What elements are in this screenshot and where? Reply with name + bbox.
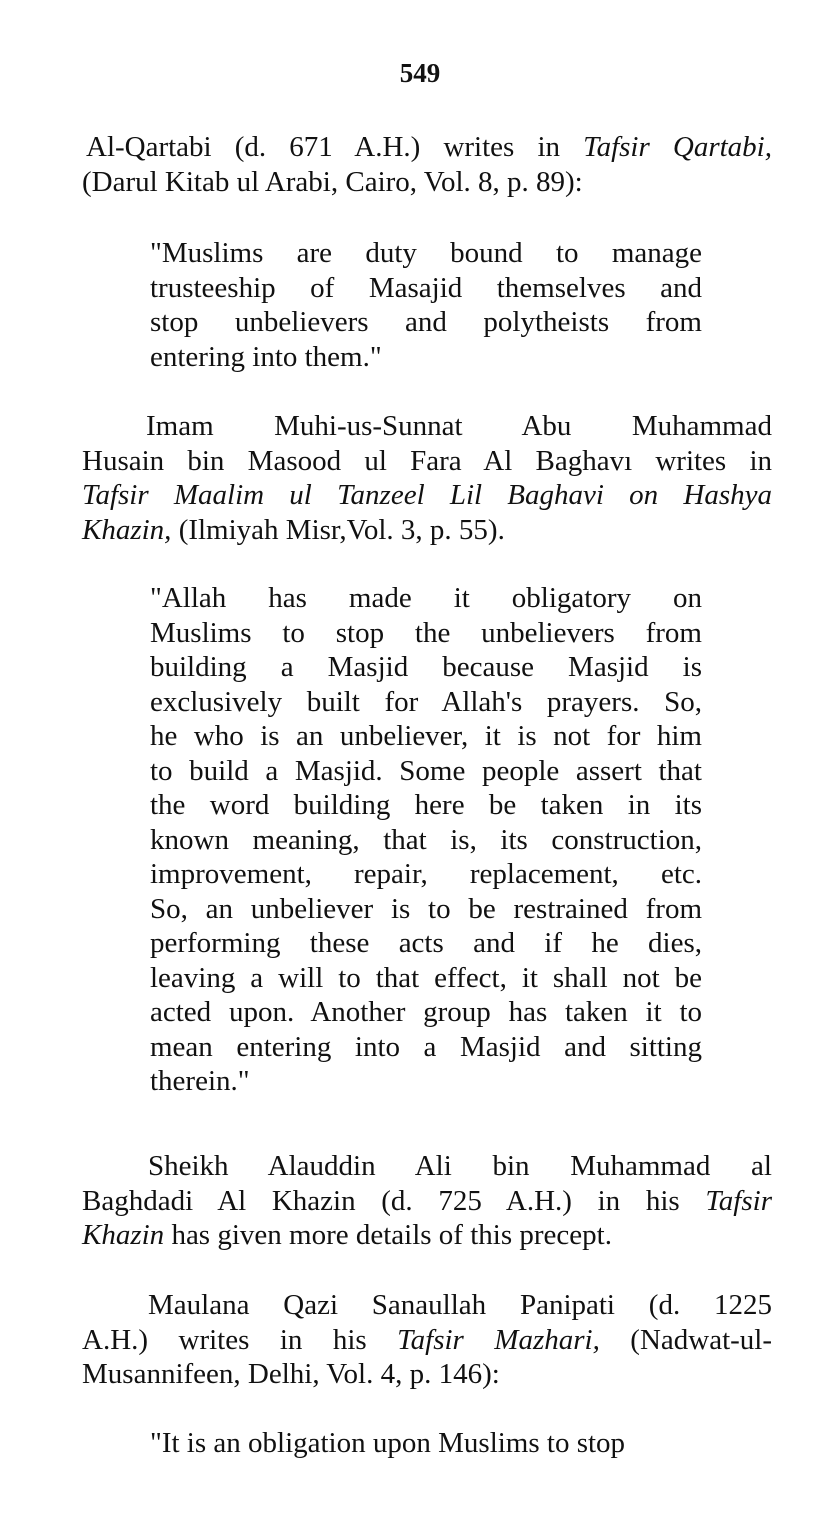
text-line: Imam Muhi-us-Sunnat Abu Muhammad — [146, 410, 772, 442]
text-line: "Muslims are duty bound to manage — [150, 237, 702, 269]
text-line: mean entering into a Masjid and sitting — [150, 1030, 702, 1063]
text-line: to build a Masjid. Some people assert that — [150, 754, 702, 787]
book-title: Tafsir Mazhari, — [397, 1323, 600, 1356]
book-title: Khazin, — [82, 513, 172, 546]
paragraph-panipati — [82, 1288, 772, 1392]
text-run: (Ilmiyah Misr,Vol. 3, p. 55). — [171, 513, 505, 546]
text-run: has given more details of this precept. — [164, 1219, 612, 1251]
text-line: trusteeship of Masajid themselves and — [150, 271, 702, 304]
text-run: Baghdadi Al Khazin (d. 725 A.H.) in his — [82, 1184, 706, 1217]
text-line: Maulana Qazi Sanaullah Panipati (d. 1225 — [148, 1289, 772, 1321]
text-line: building a Masjid because Masjid is — [150, 651, 702, 683]
quote-panipati — [150, 1426, 702, 1461]
text-line — [82, 1184, 772, 1219]
text-line: (Darul Kitab ul Arabi, Cairo, Vol. 8, p. 89): — [82, 165, 583, 198]
text-line: the word building here be taken in its — [150, 789, 702, 821]
text-line — [82, 513, 772, 548]
book-title: Khazin — [82, 1219, 165, 1251]
text-line: improvement, repair, replacement, etc. — [150, 858, 702, 890]
text-line: Sheikh Alauddin Ali bin Muhammad al — [148, 1150, 772, 1182]
text-line: known meaning, that is, its construction, — [150, 823, 702, 856]
text-line: Muslims to stop the unbelievers from — [150, 616, 702, 649]
text-line: "It is an obligation upon Muslims to stop — [150, 1427, 626, 1459]
quote-baghavi — [150, 581, 702, 1099]
paragraph-khazin — [82, 1149, 772, 1253]
text-line: acted upon. Another group has taken it to — [150, 996, 702, 1028]
page-number: 549 — [399, 58, 441, 88]
text-run: A.H.) writes in his — [82, 1323, 398, 1356]
text-run: Al-Qartabi (d. 671 A.H.) writes in — [86, 131, 584, 163]
text-line — [82, 478, 772, 513]
text-line: exclusively built for Allah's prayers. So, — [150, 685, 702, 718]
text-line — [82, 1323, 772, 1358]
text-line: So, an unbeliever is to be restrained from — [150, 892, 702, 925]
quote-qartabi — [150, 236, 702, 374]
text-line — [82, 1218, 772, 1253]
text-line: Musannifeen, Delhi, Vol. 4, p. 146): — [82, 1358, 500, 1390]
text-line: stop unbelievers and polytheists from — [150, 306, 702, 338]
text-line: "Allah has made it obligatory on — [150, 582, 702, 614]
book-title: Tafsir Qartabi, — [583, 131, 772, 163]
text-line: leaving a will to that effect, it shall not be — [150, 961, 702, 994]
text-line: therein." — [150, 1065, 250, 1097]
book-title: Tafsir Maalim ul Tanzeel Lil Baghavi on Hashya — [82, 479, 772, 511]
text-line — [82, 130, 772, 165]
paragraph-qartabi — [82, 130, 772, 199]
text-line: Husain bin Masood ul Fara Al Baghavı writes in — [82, 444, 772, 477]
book-title: Tafsir — [705, 1184, 772, 1217]
paragraph-baghavi — [82, 409, 772, 547]
text-line: entering into them." — [150, 340, 382, 373]
text-line: performing these acts and if he dies, — [150, 927, 702, 959]
text-line: he who is an unbeliever, it is not for him — [150, 720, 702, 752]
text-run: (Nadwat-ul- — [599, 1323, 773, 1356]
